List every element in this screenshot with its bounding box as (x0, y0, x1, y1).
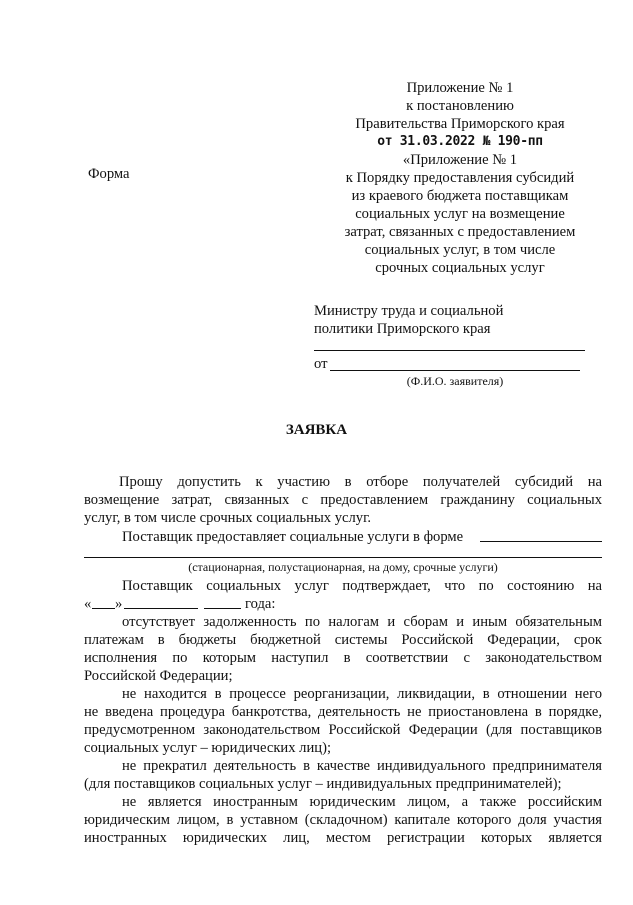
date-open-quote: « (84, 596, 92, 612)
appendix-order-line4: затрат, связанных с предоставлением (344, 224, 576, 240)
appendix-order-line5: социальных услуг, в том числе (364, 242, 556, 258)
p5-line1: не находится в процессе реорганизации, ликвидации, в отношении него (122, 686, 602, 702)
p2-line1: Поставщик предоставляет социальные услуги в форме (122, 529, 464, 545)
appendix-government: Правительства Приморского края (355, 116, 565, 132)
p1-line1: Прошу допустить к участию в отборе получателей субсидий на (119, 474, 602, 490)
p4-line1: отсутствует задолженность по налогам и сборам и иным обязательным (122, 614, 602, 630)
addressee-line1: Министру труда и социальной (314, 303, 504, 319)
p4-line2: платежам в бюджеты бюджетной системы Российской Федерации, срок (84, 632, 602, 648)
p7-line2: юридическим лицом, в уставном (складочном) капитале которого доля участия (84, 812, 602, 828)
p5-line4: социальных услуг – юридических лиц); (84, 740, 331, 756)
from-prefix: от (314, 356, 328, 372)
service-form-caption: (стационарная, полустационарная, на дому, срочные услуги) (188, 560, 498, 574)
fio-caption: (Ф.И.О. заявителя) (406, 374, 504, 388)
appendix-order-line1: к Порядку предоставления субсидий (345, 170, 575, 186)
appendix-order-line6: срочных социальных услуг (375, 260, 545, 276)
p1-line3: услуг, в том числе срочных социальных услуг. (84, 510, 372, 526)
date-month-field (124, 608, 198, 609)
appendix-order-line3: социальных услуг на возмещение (355, 206, 565, 222)
p4-line3: исполнения по которым наступил в соответствии с законодательством (84, 650, 602, 666)
appendix-inner-number: «Приложение № 1 (402, 152, 518, 168)
p5-line2: не введена процедура банкротства, деятельность не приостановлена в порядке, (84, 704, 602, 720)
addressee-line2: политики Приморского края (314, 321, 491, 337)
applicant-name-field (330, 370, 580, 371)
appendix-to-resolution: к постановлению (406, 98, 514, 114)
p4-line4: Российской Федерации; (84, 668, 233, 684)
p1-line2: возмещение затрат, связанных с предоставлением гражданину социальных (84, 492, 602, 508)
p6-line2: (для поставщиков социальных услуг – индивидуальных предпринимателей); (84, 776, 562, 792)
date-day-field (92, 608, 115, 609)
p7-line3: иностранных юридических лиц, местом регистрации которых является (84, 830, 602, 846)
appendix-order-line2: из краевого бюджета поставщикам (351, 188, 569, 204)
date-year-field (204, 608, 241, 609)
p3-line1: Поставщик социальных услуг подтверждает, что по состоянию на (122, 578, 602, 594)
p6-line1: не прекратил деятельность в качестве индивидуального предпринимателя (122, 758, 602, 774)
form-label: Форма (88, 166, 130, 182)
date-close-quote: » (115, 596, 123, 612)
appendix-number: Приложение № 1 (406, 80, 514, 96)
p7-line1: не является иностранным юридическим лицом, а также российским (122, 794, 602, 810)
resolution-date-number: от 31.03.2022 № 190-пп (377, 134, 543, 149)
addressee-blank-line (314, 350, 585, 351)
document-title: ЗАЯВКА (285, 422, 348, 438)
p5-line3: предусмотренном законодательством Российской Федерации (для поставщиков (84, 722, 602, 738)
service-form-field (480, 541, 602, 542)
date-year-label: года: (245, 596, 276, 612)
